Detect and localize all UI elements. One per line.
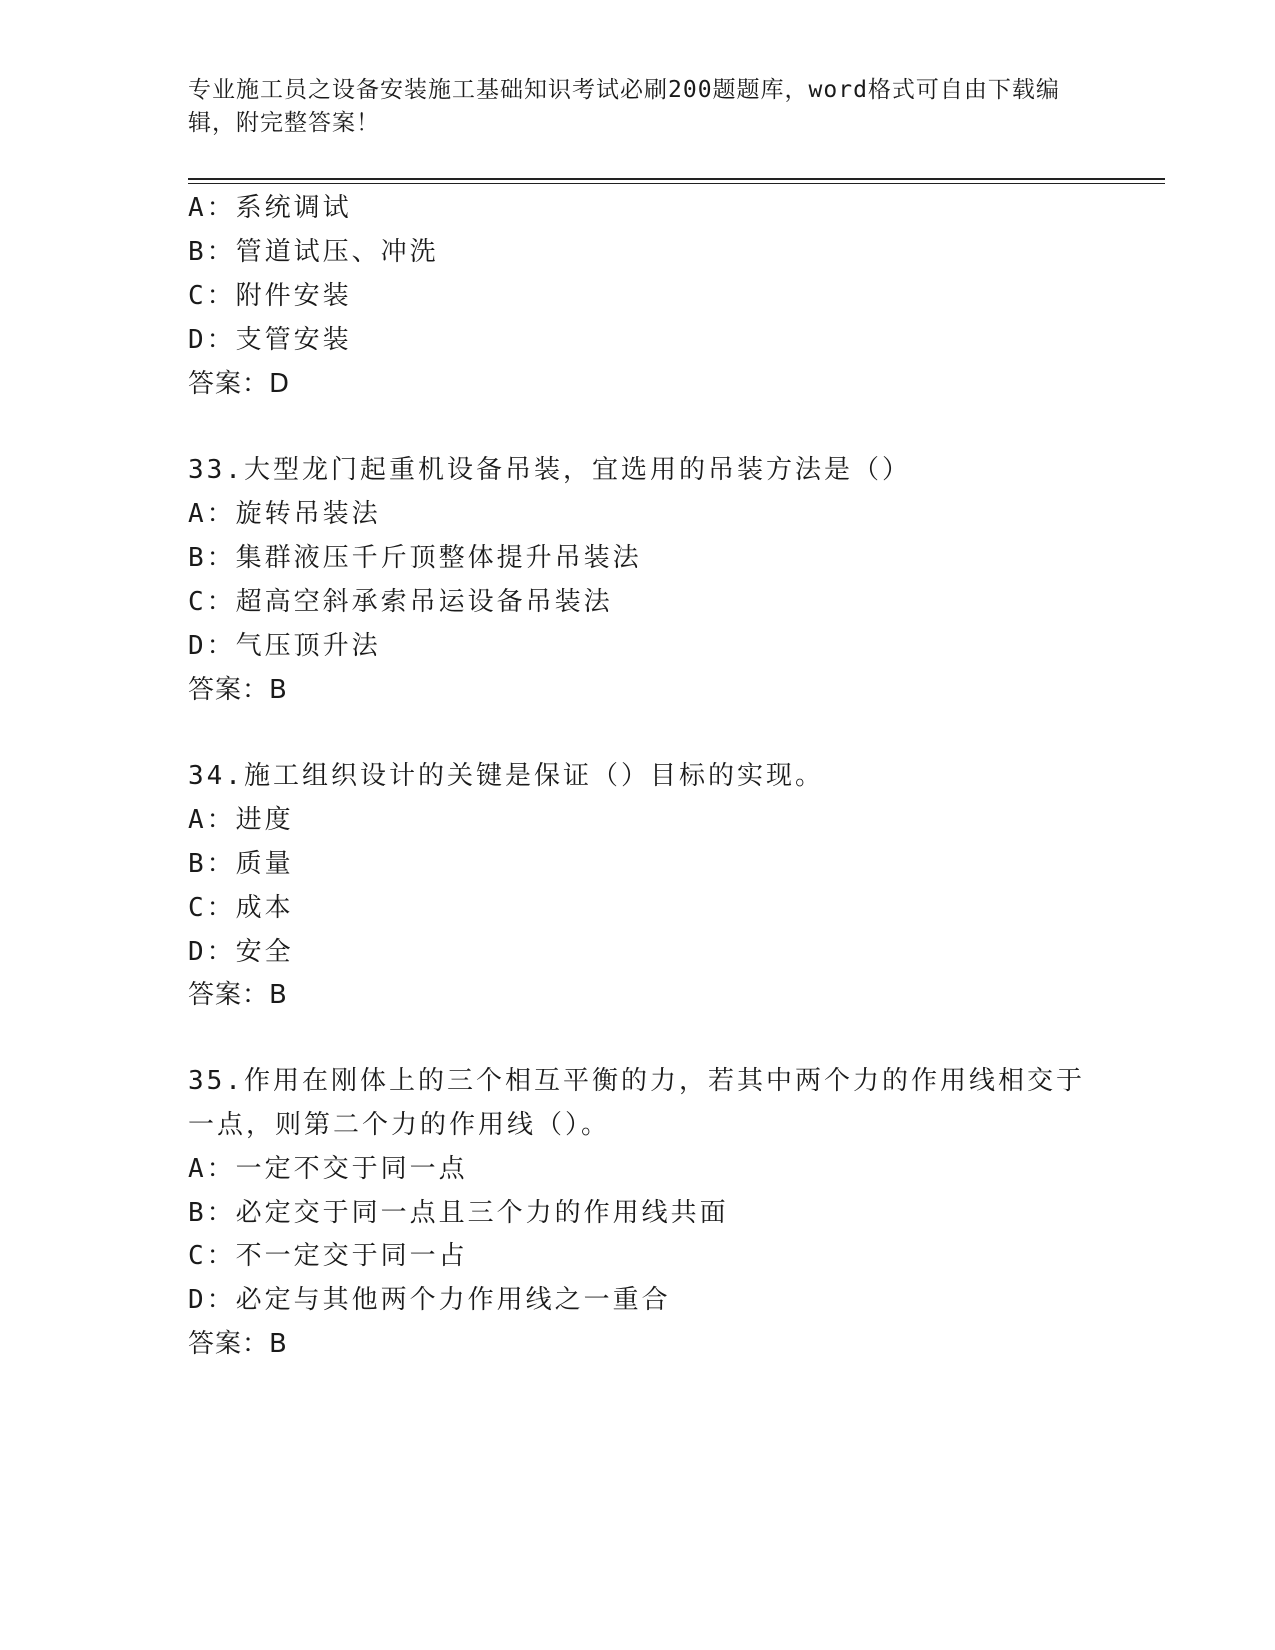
question-35-option-c: C：不一定交于同一占	[188, 1241, 468, 1271]
question-33-option-b: B：集群液压千斤顶整体提升吊装法	[188, 543, 642, 573]
prev-option-a: A：系统调试	[188, 193, 352, 223]
question-34-answer: 答案：B	[188, 980, 288, 1010]
header-divider-thick	[188, 178, 1165, 180]
question-34-text: 34.施工组织设计的关键是保证（）目标的实现。	[188, 761, 824, 791]
question-35-answer: 答案：B	[188, 1329, 288, 1359]
prev-answer: 答案：D	[188, 369, 291, 399]
header-divider-thin	[188, 183, 1165, 184]
question-34-option-b: B：质量	[188, 849, 294, 879]
question-34-option-d: D：安全	[188, 937, 294, 967]
question-33-option-d: D：气压顶升法	[188, 631, 381, 661]
question-33-answer: 答案：B	[188, 675, 288, 705]
document-header: 专业施工员之设备安装施工基础知识考试必刷200题题库，word格式可自由下载编辑，附完整答案！	[188, 77, 1060, 136]
question-34-option-c: C：成本	[188, 893, 294, 923]
question-35-text-line2: 一点，则第二个力的作用线（）。	[188, 1110, 611, 1140]
prev-option-b: B：管道试压、冲洗	[188, 237, 439, 267]
question-33-text: 33.大型龙门起重机设备吊装，宜选用的吊装方法是（）	[188, 455, 911, 485]
question-33-option-a: A：旋转吊装法	[188, 499, 381, 529]
question-35-option-a: A：一定不交于同一点	[188, 1154, 468, 1184]
question-35-option-b: B：必定交于同一点且三个力的作用线共面	[188, 1198, 729, 1228]
question-34-option-a: A：进度	[188, 805, 294, 835]
question-35-text-line1: 35.作用在刚体上的三个相互平衡的力，若其中两个力的作用线相交于	[188, 1066, 1085, 1096]
prev-option-d: D：支管安装	[188, 325, 352, 355]
question-35-option-d: D：必定与其他两个力作用线之一重合	[188, 1285, 671, 1315]
prev-option-c: C：附件安装	[188, 281, 352, 311]
question-33-option-c: C：超高空斜承索吊运设备吊装法	[188, 587, 613, 617]
